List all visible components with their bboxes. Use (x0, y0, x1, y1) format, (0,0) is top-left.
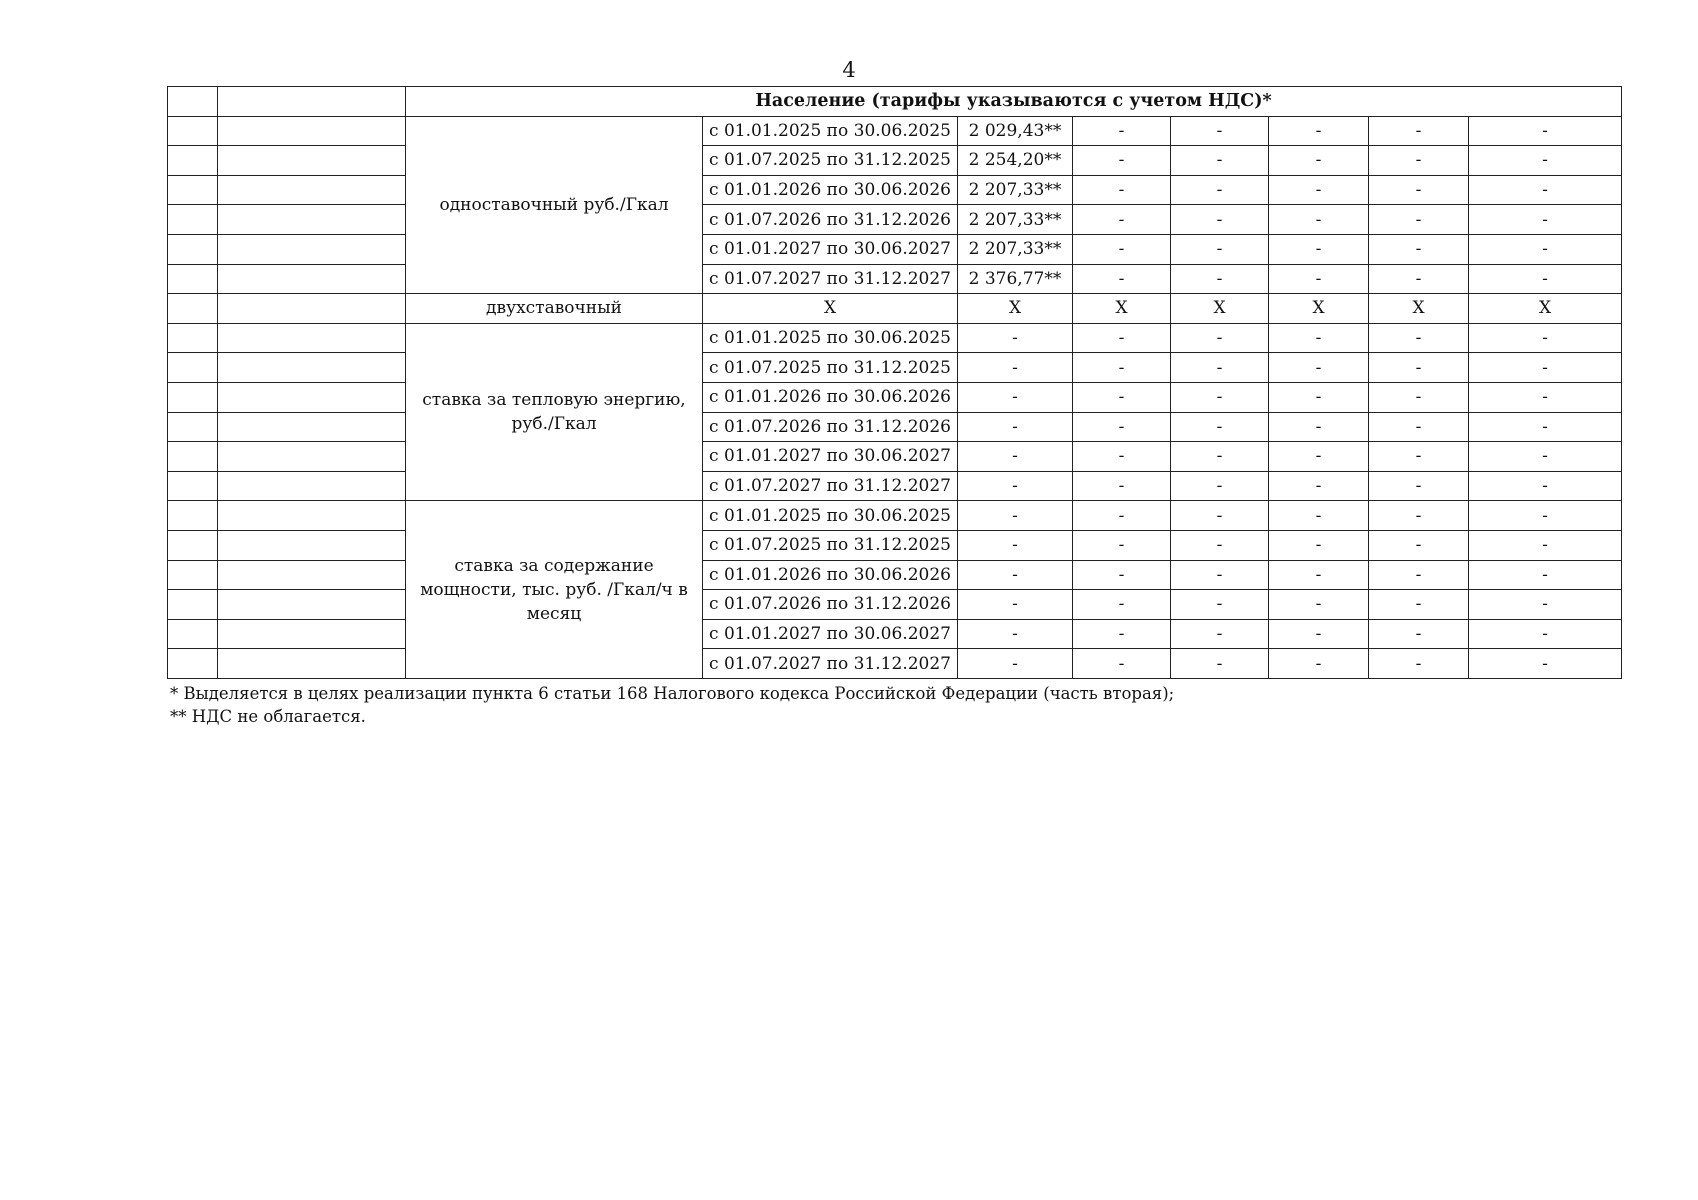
value-cell: - (1369, 323, 1469, 353)
value-cell: - (1269, 175, 1369, 205)
period-cell: с 01.07.2027 по 31.12.2027 (703, 649, 958, 679)
value-cell: - (1469, 234, 1622, 264)
table-row (168, 323, 1622, 353)
blank-cell (168, 412, 218, 442)
value-cell: 2 207,33** (958, 234, 1073, 264)
value-cell: - (1469, 442, 1622, 472)
period-cell: с 01.07.2025 по 31.12.2025 (703, 530, 958, 560)
period-cell: с 01.01.2026 по 30.06.2026 (703, 382, 958, 412)
value-cell: X (1171, 294, 1269, 324)
footnotes (170, 682, 1174, 728)
blank-cell (218, 649, 406, 679)
value-cell: - (1469, 353, 1622, 383)
value-cell: - (1369, 175, 1469, 205)
period-cell: с 01.07.2027 по 31.12.2027 (703, 471, 958, 501)
value-cell: - (1073, 234, 1171, 264)
blank-cell (168, 649, 218, 679)
value-cell: - (1073, 116, 1171, 146)
blank-cell (218, 175, 406, 205)
blank-cell (218, 471, 406, 501)
value-cell: - (1269, 323, 1369, 353)
value-cell: - (1269, 205, 1369, 235)
blank-cell (218, 382, 406, 412)
value-cell: - (1171, 146, 1269, 176)
value-cell: X (958, 294, 1073, 324)
value-cell: - (958, 471, 1073, 501)
period-cell: с 01.07.2025 по 31.12.2025 (703, 353, 958, 383)
value-cell: - (1073, 264, 1171, 294)
period-cell: с 01.01.2025 по 30.06.2025 (703, 323, 958, 353)
blank-cell (168, 116, 218, 146)
value-cell: - (1469, 649, 1622, 679)
blank-cell (168, 234, 218, 264)
value-cell: - (958, 382, 1073, 412)
tariff-table-wrapper (167, 86, 1621, 679)
value-cell: 2 029,43** (958, 116, 1073, 146)
value-cell: X (1073, 294, 1171, 324)
value-cell: - (1269, 382, 1369, 412)
blank-cell (168, 471, 218, 501)
table-row (168, 264, 1622, 294)
value-cell: - (1469, 175, 1622, 205)
value-cell: - (1073, 619, 1171, 649)
blank-cell (218, 619, 406, 649)
blank-cell (168, 205, 218, 235)
table-row (168, 116, 1622, 146)
value-cell: X (1469, 294, 1622, 324)
table-row (168, 560, 1622, 590)
value-cell: - (1073, 323, 1171, 353)
table-header: Население (тарифы указываются с учетом НДС)* (406, 87, 1622, 117)
value-cell: - (1171, 412, 1269, 442)
table-row (168, 590, 1622, 620)
value-cell: X (1269, 294, 1369, 324)
blank-cell (218, 323, 406, 353)
blank-cell (168, 264, 218, 294)
value-cell: - (1469, 412, 1622, 442)
value-cell: X (1369, 294, 1469, 324)
value-cell: - (1171, 590, 1269, 620)
value-cell: - (1171, 175, 1269, 205)
value-cell: - (1369, 412, 1469, 442)
blank-cell (218, 87, 406, 117)
value-cell: - (1171, 353, 1269, 383)
value-cell: - (958, 619, 1073, 649)
two-part-label: двухставочный (406, 294, 703, 324)
value-cell: - (1073, 590, 1171, 620)
value-cell: - (1369, 530, 1469, 560)
table-row (168, 649, 1622, 679)
value-cell: - (1269, 649, 1369, 679)
blank-cell (168, 323, 218, 353)
footnote-vat-exempt: ** НДС не облагается. (170, 707, 366, 726)
value-cell: - (958, 353, 1073, 383)
value-cell: - (1269, 619, 1369, 649)
value-cell: - (1469, 146, 1622, 176)
value-cell: - (1269, 234, 1369, 264)
tariff-table (167, 86, 1622, 679)
value-cell: - (1469, 590, 1622, 620)
period-cell: с 01.01.2026 по 30.06.2026 (703, 175, 958, 205)
value-cell: - (958, 560, 1073, 590)
value-cell: - (1369, 353, 1469, 383)
value-cell: - (1369, 382, 1469, 412)
value-cell: - (1369, 205, 1469, 235)
value-cell: - (1369, 590, 1469, 620)
value-cell: - (1469, 619, 1622, 649)
period-cell: с 01.01.2025 по 30.06.2025 (703, 501, 958, 531)
period-cell: с 01.01.2027 по 30.06.2027 (703, 619, 958, 649)
value-cell: 2 207,33** (958, 205, 1073, 235)
value-cell: - (958, 530, 1073, 560)
blank-cell (168, 353, 218, 383)
value-cell: - (1073, 146, 1171, 176)
period-cell: с 01.01.2026 по 30.06.2026 (703, 560, 958, 590)
value-cell: - (1073, 501, 1171, 531)
value-cell: - (1269, 412, 1369, 442)
blank-cell (168, 501, 218, 531)
table-row (168, 234, 1622, 264)
blank-cell (218, 116, 406, 146)
value-cell: - (1269, 471, 1369, 501)
table-row (168, 175, 1622, 205)
value-cell: - (1171, 382, 1269, 412)
blank-cell (168, 442, 218, 472)
blank-cell (218, 560, 406, 590)
table-row (168, 471, 1622, 501)
blank-cell (218, 294, 406, 324)
value-cell: - (1369, 146, 1469, 176)
value-cell: - (958, 501, 1073, 531)
value-cell: - (1469, 501, 1622, 531)
blank-cell (218, 264, 406, 294)
page-number: 4 (842, 58, 856, 82)
value-cell: - (1269, 590, 1369, 620)
period-cell: с 01.01.2025 по 30.06.2025 (703, 116, 958, 146)
value-cell: - (1171, 560, 1269, 590)
value-cell: - (1073, 649, 1171, 679)
value-cell: - (1171, 323, 1269, 353)
value-cell: - (1073, 471, 1171, 501)
value-cell: - (1369, 619, 1469, 649)
blank-cell (168, 87, 218, 117)
value-cell: - (1269, 560, 1369, 590)
value-cell: - (1073, 560, 1171, 590)
value-cell: - (1171, 471, 1269, 501)
blank-cell (168, 294, 218, 324)
value-cell: - (1469, 530, 1622, 560)
value-cell: - (1369, 501, 1469, 531)
table-row (168, 442, 1622, 472)
footnote-vat-allocation: * Выделяется в целях реализации пункта 6 статьи 168 Налогового кодекса Российской Федерации (часть вторая); (170, 684, 1175, 703)
heat-rate-label: ставка за тепловую энергию, руб./Гкал (406, 323, 703, 501)
value-cell: - (1369, 234, 1469, 264)
blank-cell (218, 234, 406, 264)
blank-cell (218, 590, 406, 620)
header-row (168, 87, 1622, 117)
period-cell: с 01.01.2027 по 30.06.2027 (703, 442, 958, 472)
value-cell: - (1171, 501, 1269, 531)
table-row (168, 205, 1622, 235)
value-cell: - (1469, 560, 1622, 590)
value-cell: 2 254,20** (958, 146, 1073, 176)
blank-cell (168, 175, 218, 205)
table-row (168, 146, 1622, 176)
value-cell: - (958, 649, 1073, 679)
value-cell: - (1073, 530, 1171, 560)
value-cell: - (1269, 530, 1369, 560)
value-cell: - (1469, 205, 1622, 235)
period-cell: с 01.07.2026 по 31.12.2026 (703, 412, 958, 442)
blank-cell (168, 590, 218, 620)
value-cell: - (1171, 530, 1269, 560)
value-cell: - (1269, 353, 1369, 383)
blank-cell (218, 205, 406, 235)
table-row (168, 530, 1622, 560)
period-cell: с 01.01.2027 по 30.06.2027 (703, 234, 958, 264)
value-cell: - (1469, 264, 1622, 294)
value-cell: - (1269, 442, 1369, 472)
single-rate-label: одноставочный руб./Гкал (406, 116, 703, 294)
blank-cell (218, 442, 406, 472)
table-row (168, 353, 1622, 383)
value-cell: - (1469, 323, 1622, 353)
value-cell: - (1171, 205, 1269, 235)
value-cell: - (1369, 471, 1469, 501)
blank-cell (168, 530, 218, 560)
blank-cell (168, 146, 218, 176)
value-cell: - (1171, 116, 1269, 146)
value-cell: - (1269, 146, 1369, 176)
value-cell: - (1073, 353, 1171, 383)
period-cell: с 01.07.2027 по 31.12.2027 (703, 264, 958, 294)
value-cell: - (1073, 205, 1171, 235)
value-cell: 2 207,33** (958, 175, 1073, 205)
value-cell: - (1171, 649, 1269, 679)
blank-cell (168, 619, 218, 649)
value-cell: - (958, 323, 1073, 353)
value-cell: X (703, 294, 958, 324)
value-cell: - (1073, 412, 1171, 442)
value-cell: - (1171, 619, 1269, 649)
table-row (168, 412, 1622, 442)
period-cell: с 01.07.2026 по 31.12.2026 (703, 590, 958, 620)
value-cell: - (1369, 560, 1469, 590)
value-cell: - (1369, 649, 1469, 679)
value-cell: - (1469, 116, 1622, 146)
blank-cell (218, 530, 406, 560)
value-cell: - (1269, 116, 1369, 146)
capacity-rate-label: ставка за содержание мощности, тыс. руб. /Гкал/ч в месяц (406, 501, 703, 679)
value-cell: - (958, 442, 1073, 472)
period-cell: с 01.07.2025 по 31.12.2025 (703, 146, 958, 176)
value-cell: - (1073, 382, 1171, 412)
value-cell: - (1369, 116, 1469, 146)
blank-cell (168, 382, 218, 412)
blank-cell (218, 501, 406, 531)
value-cell: 2 376,77** (958, 264, 1073, 294)
value-cell: - (1073, 442, 1171, 472)
value-cell: - (1171, 264, 1269, 294)
table-row (168, 501, 1622, 531)
value-cell: - (1469, 382, 1622, 412)
value-cell: - (1369, 264, 1469, 294)
table-row (168, 382, 1622, 412)
blank-cell (168, 560, 218, 590)
value-cell: - (1171, 234, 1269, 264)
value-cell: - (1073, 175, 1171, 205)
table-row (168, 619, 1622, 649)
table-row (168, 294, 1622, 324)
blank-cell (218, 146, 406, 176)
value-cell: - (1171, 442, 1269, 472)
blank-cell (218, 353, 406, 383)
value-cell: - (958, 590, 1073, 620)
blank-cell (218, 412, 406, 442)
value-cell: - (1269, 501, 1369, 531)
value-cell: - (958, 412, 1073, 442)
value-cell: - (1469, 471, 1622, 501)
value-cell: - (1369, 442, 1469, 472)
value-cell: - (1269, 264, 1369, 294)
period-cell: с 01.07.2026 по 31.12.2026 (703, 205, 958, 235)
